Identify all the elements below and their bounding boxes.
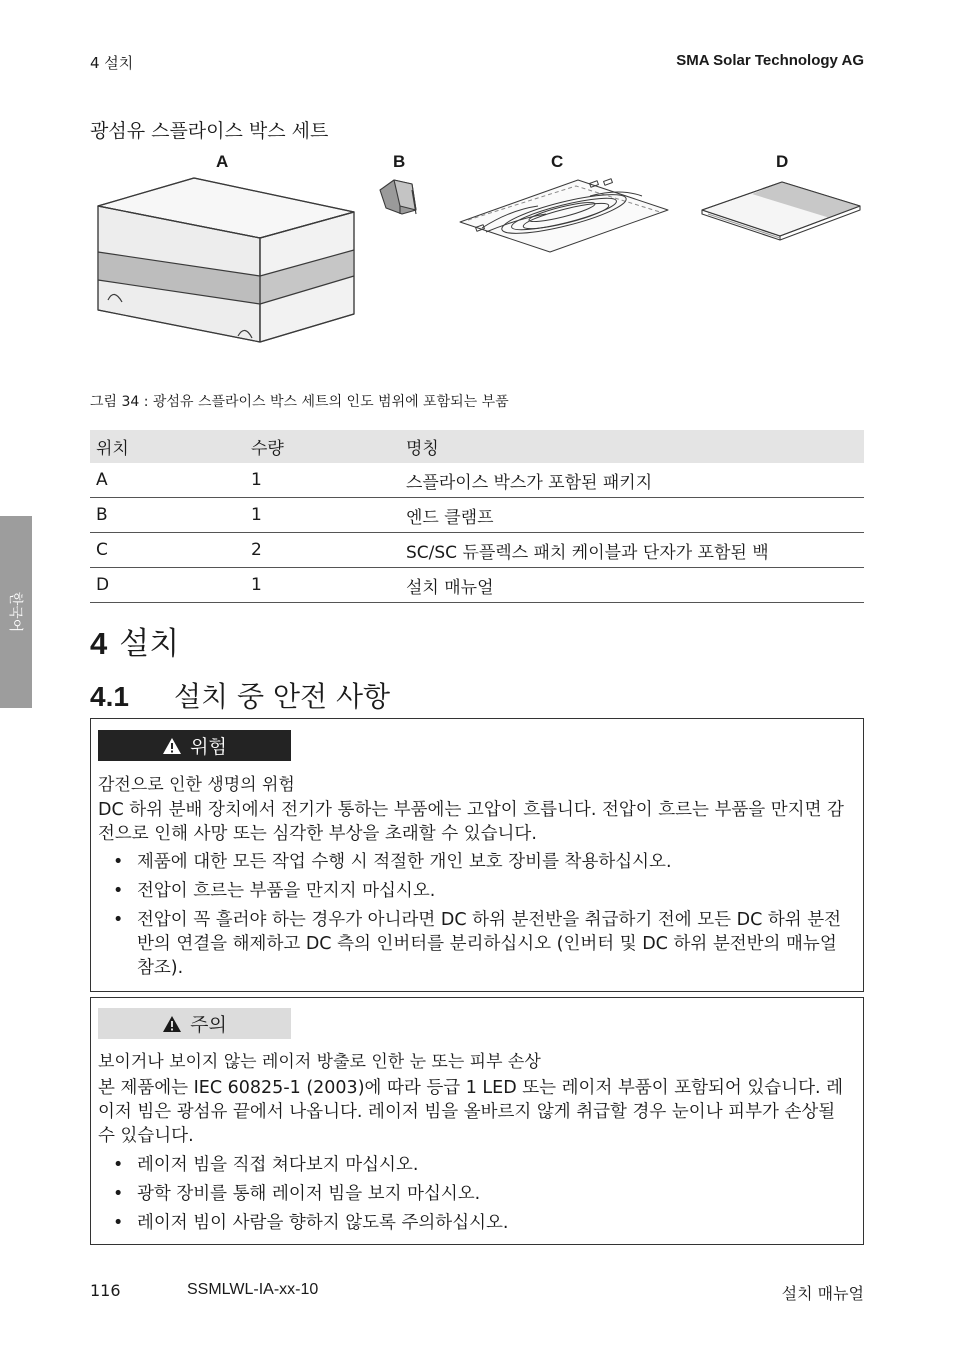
danger-instructions	[98, 850, 848, 985]
document-code: SSMLWL-IA-xx-10	[187, 1281, 319, 1298]
list-item: • 광학 장비를 통해 레이저 빔을 보지 마십시오.	[98, 1182, 848, 1206]
caution-instructions	[98, 1153, 848, 1240]
list-item: • 제품에 대한 모든 작업 수행 시 적절한 개인 보호 장비를 착용하십시오.	[98, 850, 848, 874]
page-number: 116	[90, 1281, 121, 1300]
table-cell-position: D	[90, 568, 245, 603]
table-cell-position: A	[90, 463, 245, 498]
danger-notice	[90, 718, 864, 992]
table-cell-designation: 설치 매뉴얼	[400, 568, 864, 603]
delivery-scope-table	[90, 430, 864, 603]
table-cell-designation: 엔드 클램프	[400, 498, 864, 533]
table-cell-position: B	[90, 498, 245, 533]
end-clamp-drawing	[380, 180, 416, 214]
table-cell-designation: SC/SC 듀플렉스 패치 케이블과 단자가 포함된 백	[400, 533, 864, 568]
table-cell-quantity: 1	[245, 498, 400, 533]
patch-cable-bag-drawing	[460, 179, 668, 252]
table-row	[90, 498, 864, 533]
warning-triangle-icon	[162, 1015, 182, 1033]
caution-notice	[90, 997, 864, 1245]
manual-drawing	[702, 182, 860, 240]
manual-type-label: 설치 매뉴얼	[781, 1284, 864, 1303]
kit-components-illustration	[90, 170, 870, 350]
table-cell-quantity: 1	[245, 463, 400, 498]
caution-title: 보이거나 보이지 않는 레이저 방출로 인한 눈 또는 피부 손상	[98, 1052, 541, 1072]
section-number: 4.1	[90, 681, 129, 712]
language-side-tab	[0, 516, 32, 708]
figure-letter-a: A	[216, 152, 229, 171]
table-row	[90, 533, 864, 568]
figure-caption: 그림 34 : 광섬유 스플라이스 박스 세트의 인도 범위에 포함되는 부품	[90, 394, 509, 410]
danger-badge	[98, 730, 291, 761]
table-header-row	[90, 430, 864, 463]
column-header-designation: 명칭	[400, 430, 864, 463]
table-cell-designation: 스플라이스 박스가 포함된 패키지	[400, 463, 864, 498]
chapter-heading	[90, 618, 179, 663]
danger-title: 감전으로 인한 생명의 위험	[98, 775, 295, 795]
caution-badge-label: 주의	[190, 1014, 227, 1036]
figure-letter-d: D	[776, 152, 789, 171]
list-item: • 레이저 빔이 사람을 향하지 않도록 주의하십시오.	[98, 1211, 848, 1235]
figure-letter-c: C	[551, 152, 564, 171]
table-cell-quantity: 2	[245, 533, 400, 568]
table-row	[90, 568, 864, 603]
column-header-quantity: 수량	[245, 430, 400, 463]
figure-letter-b: B	[393, 152, 406, 171]
running-header-chapter: 4 설치	[90, 54, 134, 72]
chapter-number: 4	[90, 626, 108, 661]
column-header-position: 위치	[90, 430, 245, 463]
kit-title: 광섬유 스플라이스 박스 세트	[90, 120, 329, 142]
list-item: • 레이저 빔을 직접 쳐다보지 마십시오.	[98, 1153, 848, 1177]
list-item: • 전압이 꼭 흘러야 하는 경우가 아니라면 DC 하위 분전반을 취급하기 전에 모든 DC 하위 분전반의 연결을 해제하고 DC 측의 인버터를 분리하십시오 (인버터 및 DC 하위 분전반의 매뉴얼 참조).	[98, 908, 848, 980]
table-cell-position: C	[90, 533, 245, 568]
warning-triangle-icon	[162, 737, 182, 755]
language-label: 한국어	[7, 591, 23, 633]
danger-body: DC 하위 분배 장치에서 전기가 통하는 부품에는 고압이 흐릅니다. 전압이 흐르는 부품을 만지면 감전으로 인해 사망 또는 심각한 부상을 초래할 수 있습니다.	[98, 800, 844, 844]
table-row	[90, 463, 864, 498]
caution-badge	[98, 1008, 291, 1039]
chapter-title: 설치	[119, 626, 180, 662]
list-item: • 전압이 흐르는 부품을 만지지 마십시오.	[98, 879, 848, 903]
danger-badge-label: 위험	[190, 736, 227, 758]
section-heading	[90, 675, 390, 715]
running-header-company: SMA Solar Technology AG	[676, 52, 864, 69]
section-title: 설치 중 안전 사항	[174, 680, 391, 713]
package-box-drawing	[98, 178, 354, 342]
caution-body: 본 제품에는 IEC 60825-1 (2003)에 따라 등급 1 LED 또는 레이저 부품이 포함되어 있습니다. 레이저 빔은 광섬유 끝에서 나옵니다. 레이저 빔을 올바르지 않게 취급할 경우 눈이나 피부가 손상될 수 있습니다.	[98, 1078, 844, 1146]
table-cell-quantity: 1	[245, 568, 400, 603]
